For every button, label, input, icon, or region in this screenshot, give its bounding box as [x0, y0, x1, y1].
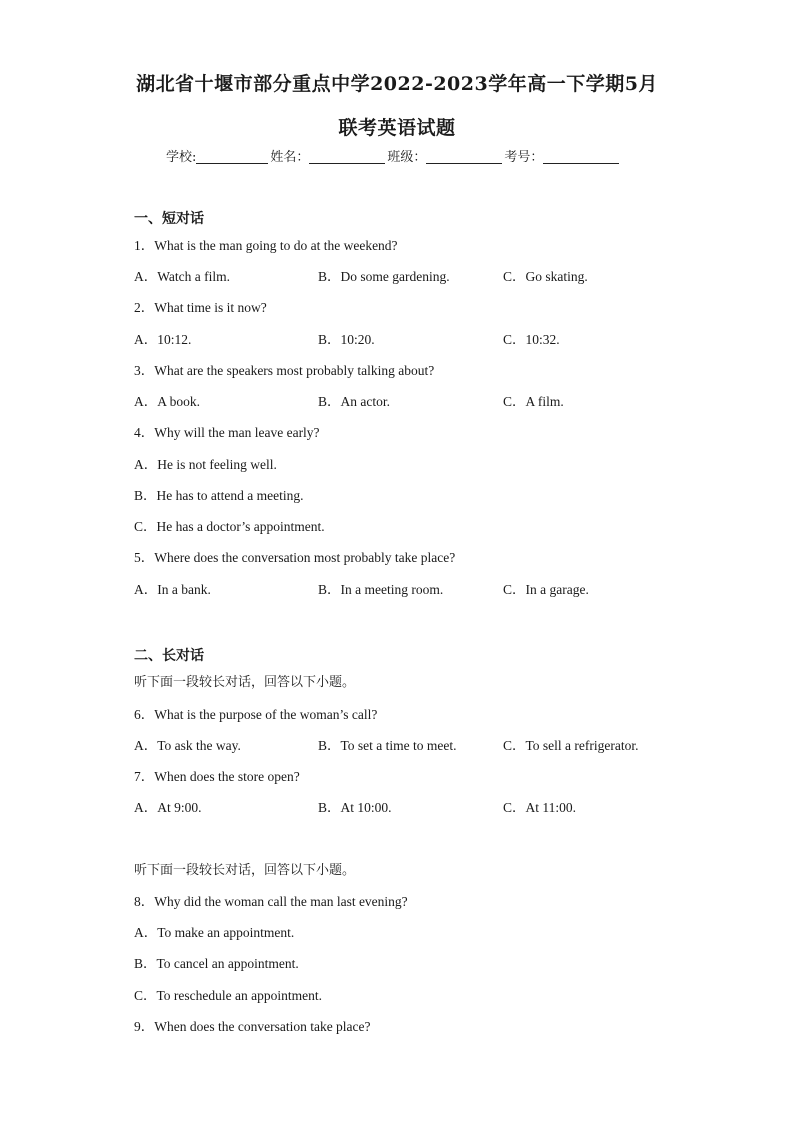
q8-option-a: A．To make an appointment. — [134, 925, 295, 940]
q3-option-b: B．An actor. — [318, 394, 390, 409]
q8-option-c: C．To reschedule an appointment. — [134, 988, 323, 1003]
class-label: 班级： — [387, 150, 427, 165]
section2-heading: 二、长对话 — [134, 648, 204, 664]
q9-stem: 9．When does the conversation take place? — [134, 1019, 371, 1034]
school-blank[interactable] — [196, 149, 268, 164]
q6-option-a: A．To ask the way. — [134, 738, 241, 753]
q2-stem: 2．What time is it now? — [134, 300, 267, 315]
q3-stem: 3．What are the speakers most probably talking about? — [134, 363, 435, 378]
q3-option-a: A．A book. — [134, 394, 201, 409]
name-blank[interactable] — [309, 149, 385, 164]
name-label: 姓名： — [270, 150, 310, 165]
q8-stem: 8．Why did the woman call the man last evening? — [134, 894, 408, 909]
q5-option-c: C．In a garage. — [503, 582, 589, 597]
q4-option-c: C．He has a doctor’s appointment. — [134, 519, 325, 534]
q2-option-b: B．10:20. — [318, 332, 375, 347]
q6-option-b: B．To set a time to meet. — [318, 738, 457, 753]
q6-option-c: C．To sell a refrigerator. — [503, 738, 639, 753]
q1-option-a: A．Watch a film. — [134, 269, 231, 284]
class-blank[interactable] — [426, 149, 502, 164]
q3-option-c: C．A film. — [503, 394, 564, 409]
section1-heading: 一、短对话 — [134, 211, 204, 227]
q8-option-b: B．To cancel an appointment. — [134, 956, 299, 971]
q5-option-b: B．In a meeting room. — [318, 582, 444, 597]
q4-stem: 4．Why will the man leave early? — [134, 425, 320, 440]
q7-option-c: C．At 11:00. — [503, 800, 577, 815]
school-label: 学校: — [166, 150, 197, 165]
q7-option-b: B．At 10:00. — [318, 800, 392, 815]
number-label: 考号： — [504, 150, 544, 165]
q4-option-a: A．He is not feeling well. — [134, 457, 277, 472]
q4-option-b: B．He has to attend a meeting. — [134, 488, 304, 503]
section2-instruction-2: 听下面一段较长对话，回答以下小题。 — [134, 863, 356, 878]
q2-option-a: A．10:12. — [134, 332, 192, 347]
exam-title-line2: 联考英语试题 — [338, 117, 456, 139]
q1-stem: 1．What is the man going to do at the weekend? — [134, 238, 398, 253]
q5-option-a: A．In a bank. — [134, 582, 211, 597]
q5-stem: 5．Where does the conversation most probably take place? — [134, 550, 456, 565]
q1-option-b: B．Do some gardening. — [318, 269, 450, 284]
student-info-row — [166, 146, 621, 165]
exam-title-line1: 湖北省十堰市部分重点中学2022-2023学年高一下学期5月 — [136, 73, 658, 95]
q2-option-c: C．10:32. — [503, 332, 560, 347]
q6-stem: 6．What is the purpose of the woman’s call? — [134, 707, 378, 722]
number-blank[interactable] — [543, 149, 619, 164]
q7-stem: 7．When does the store open? — [134, 769, 300, 784]
q1-option-c: C．Go skating. — [503, 269, 588, 284]
section2-instruction-1: 听下面一段较长对话，回答以下小题。 — [134, 675, 356, 690]
q7-option-a: A．At 9:00. — [134, 800, 202, 815]
